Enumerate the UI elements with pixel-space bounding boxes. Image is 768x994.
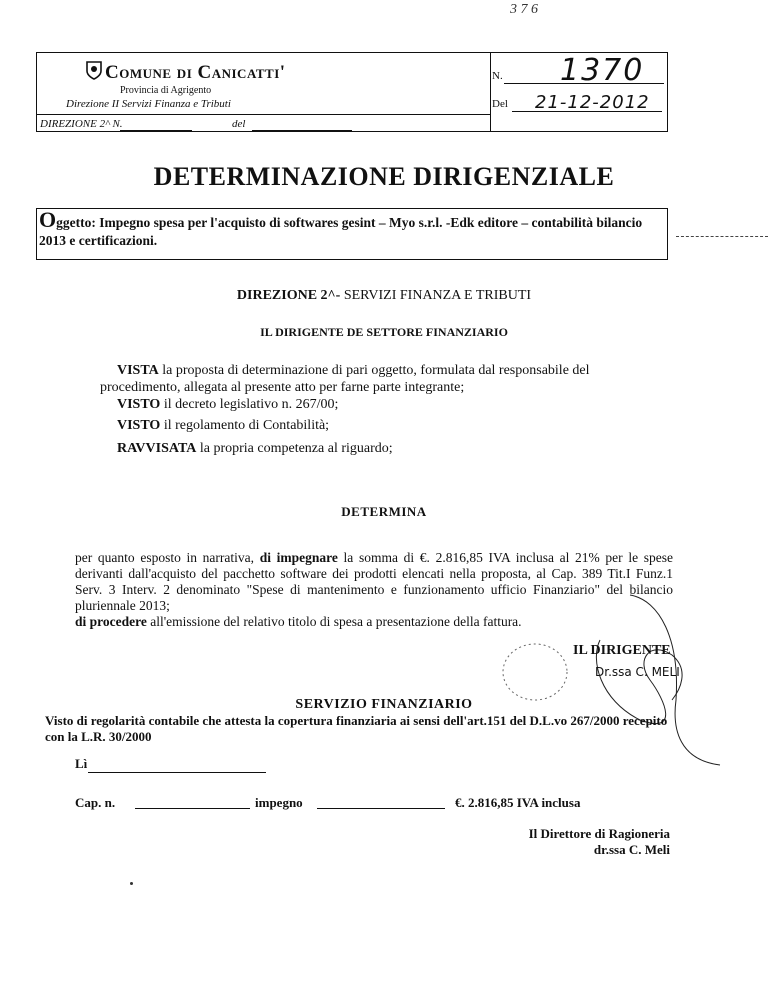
body-text: per quanto esposto in narrativa, [75,550,260,565]
register-number-value: 1370 [560,53,645,88]
consideration-keyword: VISTA [117,363,159,378]
servizio-text: Visto di regolarità contabile che attesta la copertura finanziaria ai sensi dell'art.151 del D.L.vo 267/2000 recepito con la L.R. 30/2000 [45,713,668,744]
consideration-text: il decreto legislativo n. 267/00; [160,397,339,412]
body-text: all'emissione del relativo titolo di spesa a presentazione della fattura. [146,614,522,629]
coat-of-arms-icon [85,60,103,80]
consideration-text: la propria competenza al riguardo; [196,441,393,456]
place-label: Lì [75,756,88,771]
direzione-subtitle: Direzione II Servizi Finanza e Tributi [66,98,231,110]
direzione-date-line [252,130,352,131]
cap-line [135,808,250,809]
director-name: dr.ssa C. Meli [593,842,670,857]
oggetto-body: ggetto: Impegno spesa per l'acquisto di softwares gesint – Myo s.r.l. -Edk editore – contabilità bilancio 2013 e certificazioni. [39,215,643,248]
oggetto-text [39,207,669,250]
amount-text: €. 2.816,85 IVA inclusa [455,795,581,810]
header-divider [490,52,491,132]
consideration-keyword: RAVVISATA [117,441,197,456]
direzione-number-line [120,130,192,131]
determina-heading: DETERMINA [341,504,427,519]
register-number-label: N. [492,70,503,82]
comune-name: Comune di Canicatti' [105,62,286,83]
consideration-2 [117,396,697,413]
consideration-text: la proposta di determinazione di pari oggetto, formulata dal responsabile del [158,363,590,378]
stamp-title: IL DIRIGENTE [573,643,671,658]
header-rule [36,114,490,115]
consideration-3 [117,417,697,434]
direzione-heading-rest: SERVIZI FINANZA E TRIBUTI [340,288,532,303]
top-scribble: 3 7 6 [510,2,538,17]
margin-dash [676,236,768,237]
document-title: DETERMINAZIONE DIRIGENZIALE [153,162,615,191]
body-keyword: di impegnare [259,550,338,565]
impegno-line [317,808,445,809]
consideration-keyword: VISTO [117,397,161,412]
consideration-keyword: VISTO [117,418,161,433]
impegno-label: impegno [255,795,303,810]
director-signature-block [495,826,670,858]
stray-mark [130,882,133,885]
cap-label: Cap. n. [75,795,116,810]
consideration-text: procedimento, allegata al presente atto per farne parte integrante; [100,380,465,395]
direzione-date-label: del [232,118,246,130]
servizio-heading: SERVIZIO FINANZIARIO [295,697,473,712]
consideration-1 [117,362,677,379]
director-title: Il Direttore di Ragioneria [528,826,670,841]
determina-body [75,550,673,630]
place-line [88,772,266,773]
body-text: la somma di €. 2.816,85 IVA inclusa al 21% per le spese derivanti dall'acquisto del pacchetto software dei prodotti elencati nella proposta, al Cap. 389 Tit.I Funz.1 Serv. 3 Interv. 2 denominato "Spese di mantenimento e funzionamento ufficio Finanziario" del bilancio pluriennale 2013; [75,550,674,613]
stamp-name: Dr.ssa C. MELI [595,665,680,679]
consideration-1b [100,379,680,396]
register-date-label: Del [492,98,508,110]
body-keyword: di procedere [75,614,147,629]
consideration-4 [117,440,697,457]
direzione-heading-bold: DIREZIONE 2^- [236,288,341,303]
dirigente-heading: IL DIRIGENTE DE SETTORE FINANZIARIO [260,325,508,339]
direzione-heading [0,288,768,304]
stamp-seal [503,644,567,700]
direzione-number-label: DIREZIONE 2^ N. [40,118,123,130]
oggetto-initial: O [39,207,57,232]
provincia: Provincia di Agrigento [120,85,212,96]
register-date-value: 21-12-2012 [535,92,650,113]
consideration-text: il regolamento di Contabilità; [160,418,330,433]
